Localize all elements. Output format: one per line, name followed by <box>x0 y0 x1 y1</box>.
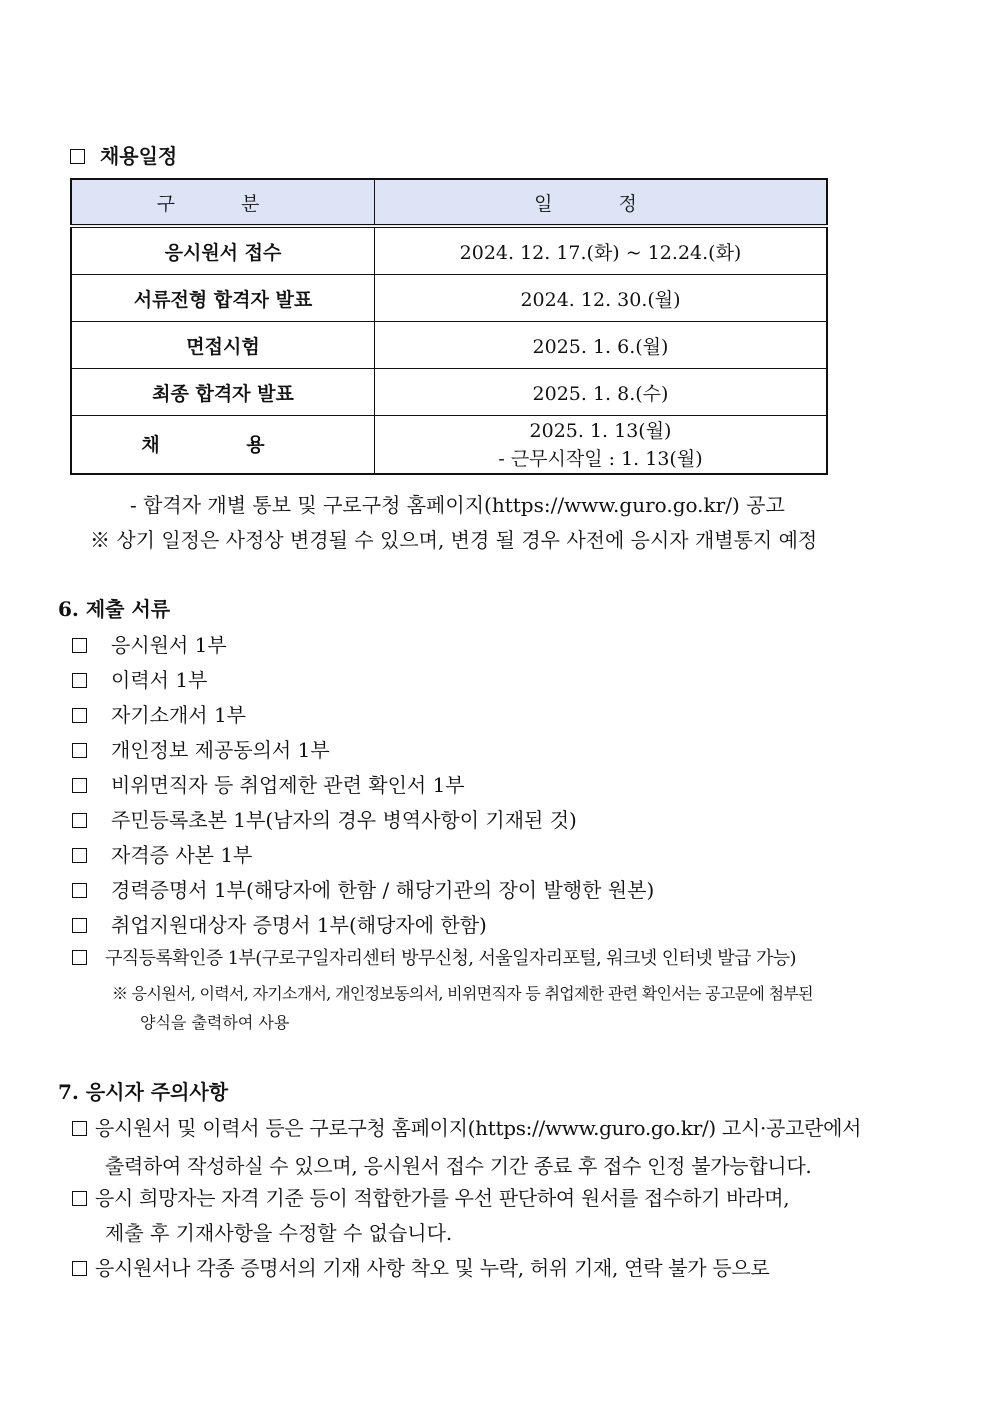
documents-note-line2: 양식을 출력하여 사용 <box>140 1013 290 1032</box>
row-value-line1: 2025. 1. 13(월) <box>529 419 672 442</box>
list-item-text: 응시원서 1부 <box>111 633 227 657</box>
schedule-heading <box>70 140 177 169</box>
row-value: 2025. 1. 8.(수) <box>375 369 828 416</box>
schedule-title: 채용일정 <box>99 144 178 168</box>
header-schedule: 일 정 <box>375 179 828 226</box>
caution-item-text: 응시원서 및 이력서 등은 구로구청 홈페이지(https://www.guro.go.kr/) 고시·공고란에서 <box>95 1116 862 1140</box>
schedule-note-change: ※ 상기 일정은 사정상 변경될 수 있으며, 변경 될 경우 사전에 응시자 개별통지 예정 <box>90 528 818 552</box>
caution-item-text: 응시원서나 각종 증명서의 기재 사항 착오 및 누락, 허위 기재, 연락 불가 등으로 <box>95 1256 770 1280</box>
checkbox-square-icon <box>72 848 87 863</box>
checkbox-square-icon <box>72 743 87 758</box>
list-item <box>72 839 252 868</box>
list-item-text: 취업지원대상자 증명서 1부(해당자에 한함) <box>111 913 487 937</box>
checkbox-square-icon <box>72 813 87 828</box>
caution-section-title: 7. 응시자 주의사항 <box>58 1080 229 1104</box>
row-value-line2: - 근무시작일 : 1. 13(월) <box>498 447 703 470</box>
row-label: 최종 합격자 발표 <box>71 369 375 416</box>
table-row <box>71 416 827 475</box>
checkbox-square-icon <box>72 1191 87 1206</box>
row-value: 2025. 1. 6.(월) <box>375 322 828 369</box>
table-row <box>71 226 827 275</box>
row-label: 면접시험 <box>71 322 375 369</box>
documents-section-title: 6. 제출 서류 <box>58 597 171 621</box>
row-value: 2024. 12. 30.(월) <box>375 275 828 322</box>
table-header-row <box>71 179 827 226</box>
checkbox-square-icon <box>72 778 87 793</box>
list-item-text: 주민등록초본 1부(남자의 경우 병역사항이 기재된 것) <box>111 808 577 832</box>
list-item-text: 비위면직자 등 취업제한 관련 확인서 1부 <box>111 773 465 797</box>
list-item-text: 구직등록확인증 1부(구로구일자리센터 방무신청, 서울일자리포털, 워크넷 인터넷 발급 가능) <box>105 948 796 969</box>
list-item <box>72 629 227 658</box>
list-item <box>72 699 246 728</box>
list-item-text: 이력서 1부 <box>111 668 208 692</box>
checkbox-square-icon <box>72 1121 87 1136</box>
caution-item <box>72 1252 769 1281</box>
documents-note-line1: ※ 응시원서, 이력서, 자기소개서, 개인정보동의서, 비위면직자 등 취업제한 관련 확인서는 공고문에 첨부된 <box>112 984 813 1003</box>
list-item <box>72 734 330 763</box>
row-label: 응시원서 접수 <box>71 226 375 275</box>
schedule-table <box>70 178 828 475</box>
list-item <box>72 804 577 833</box>
checkbox-square-icon <box>72 638 87 653</box>
list-item-text: 경력증명서 1부(해당자에 한함 / 해당기관의 장이 발행한 원본) <box>111 878 655 902</box>
row-value: 2024. 12. 17.(화) ~ 12.24.(화) <box>375 226 828 275</box>
table-row <box>71 322 827 369</box>
caution-item <box>72 1112 861 1141</box>
table-row <box>71 369 827 416</box>
caution-item-text: 응시 희망자는 자격 기준 등이 적합한가를 우선 판단하여 원서를 접수하기 바라며, <box>95 1186 790 1210</box>
list-item <box>72 944 796 970</box>
list-item <box>72 909 487 938</box>
caution-item-continuation: 출력하여 작성하실 수 있으며, 응시원서 접수 기간 종료 후 접수 인정 불가능합니다. <box>105 1154 812 1178</box>
checkbox-square-icon <box>72 918 87 933</box>
checkbox-square-icon <box>72 1261 87 1276</box>
checkbox-square-icon <box>72 673 87 688</box>
checkbox-square-icon <box>72 708 87 723</box>
header-category: 구 분 <box>71 179 375 226</box>
table-row <box>71 275 827 322</box>
list-item <box>72 664 207 693</box>
list-item <box>72 874 654 903</box>
caution-item-continuation: 제출 후 기재사항을 수정할 수 없습니다. <box>105 1221 453 1245</box>
row-value <box>375 416 828 475</box>
list-item-text: 개인정보 제공동의서 1부 <box>111 738 330 762</box>
row-label: 채 용 <box>71 416 375 475</box>
caution-item <box>72 1182 789 1211</box>
row-label: 서류전형 합격자 발표 <box>71 275 375 322</box>
schedule-note-announcement: - 합격자 개별 통보 및 구로구청 홈페이지(https://www.guro.go.kr/) 공고 <box>130 493 785 517</box>
list-item-text: 자격증 사본 1부 <box>111 843 253 867</box>
checkbox-square-icon <box>70 149 85 164</box>
checkbox-square-icon <box>72 950 87 965</box>
list-item-text: 자기소개서 1부 <box>111 703 247 727</box>
list-item <box>72 769 465 798</box>
checkbox-square-icon <box>72 883 87 898</box>
